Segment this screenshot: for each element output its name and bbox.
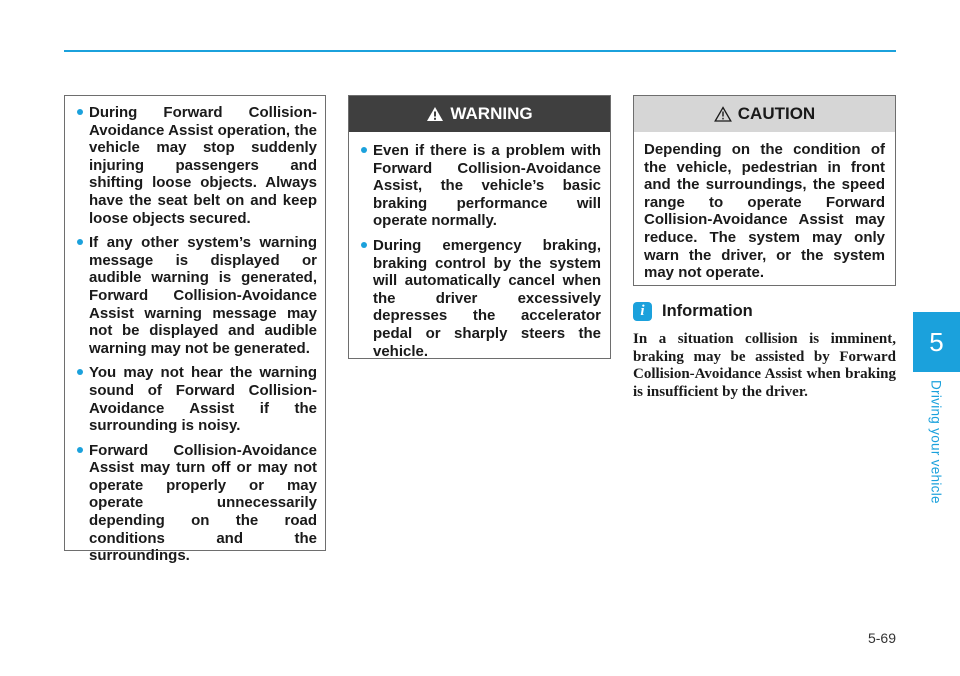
information-header [633,302,896,321]
warning-triangle-icon [426,106,444,122]
warning-header [349,96,610,132]
safety-notes-box [64,95,326,565]
information-title: Information [662,302,753,320]
page-number: 5-69 [867,630,896,646]
caution-box [633,95,896,286]
caution-title: CAUTION [737,104,816,123]
caution-header [634,96,895,132]
information-block [633,302,896,401]
chapter-label: Driving your vehicle [928,380,944,504]
caution-text: Depending on the condition of the vehicle, pedestrian in front and the surroundings, the speed range to operate Forward Collision-Avoidance Assist may reduce. The system may only warn the driver, or the system may not operate. [644,141,885,282]
caution-triangle-icon [714,106,732,122]
list-item: Forward Collision-Avoidance Assist may turn off or may not operate properly or may operate unnecessarily depending on the road conditions and the surroundings. [75,442,317,565]
chapter-tab: 5 [913,312,960,372]
warning-list [359,142,601,360]
list-item: You may not hear the warning sound of Forward Collision-Avoidance Assist if the surrounding is noisy. [75,364,317,434]
info-icon: i [633,302,652,321]
safety-notes-list [75,104,317,565]
information-text: In a situation collision is imminent, braking may be assisted by Forward Collision-Avoidance Assist when braking is insufficient by the driver. [633,331,896,400]
list-item: If any other system’s warning message is displayed or audible warning is generated, Forward Collision-Avoidance Assist warning message may not be displayed and audible warning may not be generated. [75,234,317,357]
list-item: During emergency braking, braking control by the system will automatically cancel when the driver excessively depresses the accelerator pedal or sharply steers the vehicle. [359,237,601,360]
list-item: Even if there is a problem with Forward Collision-Avoidance Assist, the vehicle’s basic braking performance will operate normally. [359,142,601,230]
list-item: During Forward Collision-Avoidance Assist operation, the vehicle may stop suddenly injuring passengers and shifting loose objects. Always have the seat belt on and keep loose objects secured. [75,104,317,227]
warning-box [348,95,611,359]
warning-title: WARNING [450,104,533,123]
top-rule [64,50,896,52]
